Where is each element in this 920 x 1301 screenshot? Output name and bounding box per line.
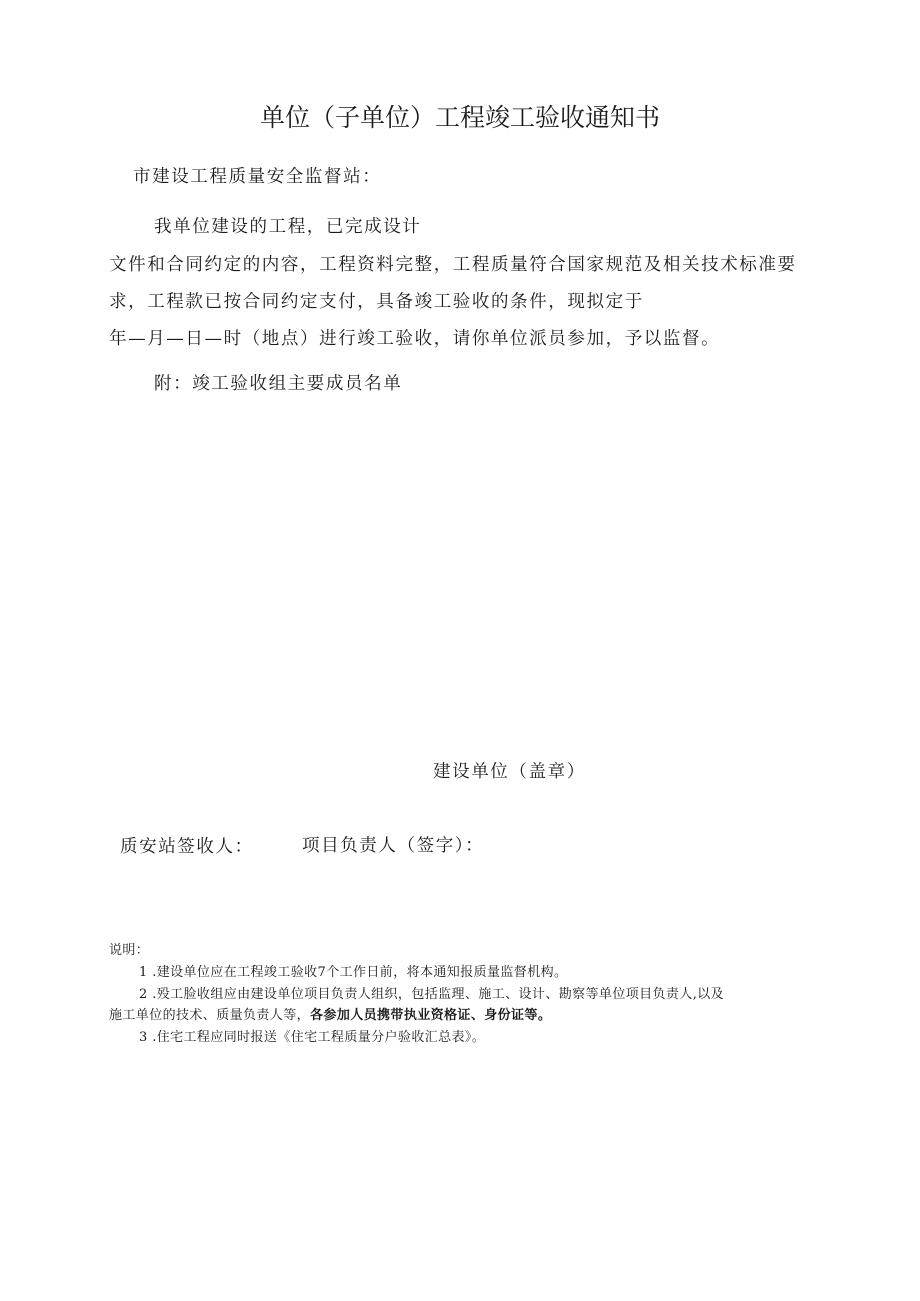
note-item-1: 1 .建设单位应在工程竣工验收7个工作日前，将本通知报质量监督机构。 (139, 965, 568, 980)
paragraph-line-3: 求，工程款已按合同约定支付，具备竣工验收的条件，现拟定于 (109, 292, 644, 312)
note-item-2-text: 施工单位的技术、质量负责人等， (109, 1008, 311, 1023)
attachment-note: 附：竣工验收组主要成员名单 (154, 374, 403, 394)
note-item-2-line-1: 2 .殁工脸收组应由建设单位项目负责人组织，包括监理、施工、设计、勘察等单位项目负责人,以及 (139, 987, 725, 1002)
seal-label: 建设单位（盖章） (433, 762, 586, 782)
note-item-2-bold-text: 各参加人员携带执业资格证、身份证等。 (310, 1008, 552, 1023)
paragraph-line-1: 我单位建设的工程，已完成设计 (154, 217, 422, 237)
document-title: 单位（子单位）工程竣工验收通知书 (259, 103, 660, 132)
paragraph-line-4: 年—月—日—时（地点）进行竣工验收，请你单位派员参加，予以监督。 (109, 329, 721, 349)
note-item-2-line-2 (109, 1004, 551, 1023)
addressee: 市建设工程质量安全监督站： (133, 167, 382, 187)
notes-heading: 说明： (109, 943, 150, 958)
note-item-3: 3 .住宅工程应同时报送《住宅工程质量分户验收汇总表》。 (139, 1030, 486, 1045)
station-signer-label: 质安站签收人： (120, 837, 254, 857)
project-manager-label: 项目负责人（签字）： (302, 836, 485, 856)
paragraph-line-2: 文件和合同约定的内容，工程资料完整，工程质量符合国家规范及相关技术标准要 (109, 255, 797, 275)
